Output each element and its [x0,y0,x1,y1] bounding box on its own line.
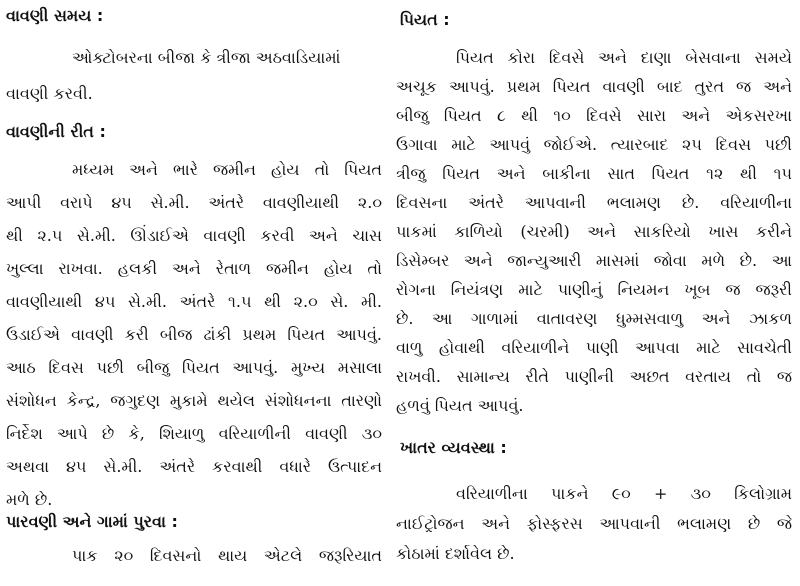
paragraph-line: બીજુ પિયત ૮ થી ૧૦ દિવસે સારા અને એકસરખા [396,106,792,125]
paragraph-line: ઉગાવા માટે આપવું જોઈએ. ત્યારબાદ ૨૫ દિવસ પછી [396,135,792,154]
paragraph-line: પાક ૨૦ દિવસનો થાય એટલે જરૂરિયાત [72,546,382,565]
paragraph-line: થી ૨.૫ સે.મી. ઊંડાઈએ વાવણી કરવી અને ચાસ [6,226,382,245]
paragraph-line: કોઠામાં દર્શાવેલ છે. [396,544,515,563]
paragraph-line: મળે છે. [6,490,53,509]
paragraph-line: વાવણીયાથી ૪૫ સે.મી. અંતરે ૧.૫ થી ૨.૦ સે. મી. [6,292,382,311]
paragraph-line: વાવણી કરવી. [6,84,93,103]
paragraph-line: હળવું પિયત આપવું. [396,396,524,415]
paragraph-line: રોગના નિયંત્રણ માટે પાણીનું નિયમન ખૂબ જ જરૂરી [396,280,792,299]
paragraph-line: અથવા ૪૫ સે.મી. અંતરે કરવાથી વધારે ઉત્પાદન [6,457,382,476]
paragraph-line: ડિસેમ્બર અને જાન્યુઆરી માસમાં જોવા મળે છે. આ [396,251,792,270]
paragraph-line: નાઈટ્રોજન અને ફોસ્ફરસ આપવાની ભલામણ છે જે [396,514,792,533]
paragraph-line: પિયત કોરા દિવસે અને દાણા બેસવાના સમયે [456,48,792,67]
paragraph-line: વાળુ હોવાથી વરિયાળીને પાણી આપવા માટે સાવચેતી [396,338,792,357]
paragraph-line: ઉડાઈએ વાવણી કરી બીજ ઢાંકી પ્રથમ પિયત આપવું. [6,325,382,344]
paragraph-line: ખુલ્લા રાખવા. હલકી અને રેતાળ જમીન હોય તો [6,259,382,278]
paragraph-line: છે. આ ગાળામાં વાતાવરણ ધુમ્મસવાળુ અને ઝાકળ [396,309,792,328]
sowing-time-heading: વાવણી સમય : [6,6,104,25]
paragraph-line: દિવસના અંતરે આપવાની ભલામણ છે. વરિયાળીના [396,193,792,212]
paragraph-line: ત્રીજુ પિયત અને બાકીના સાત પિયત ૧૨ થી ૧૫ [396,164,792,183]
sowing-method-heading: વાવણીની રીત : [6,122,106,141]
paragraph-line: વરિયાળીના પાકને ૯૦ + ૩૦ કિલોગ્રામ [456,484,792,503]
irrigation-heading: પિયત : [400,10,450,29]
paragraph-line: આઠ દિવસ પછી બીજુ પિયત આપવું. મુખ્ય મસાલા [6,358,382,377]
paragraph-line: અચૂક આપવું. પ્રથમ પિયત વાવણી બાદ તુરત જ અને [396,77,792,96]
paragraph-line: પાકમાં કાળિયો (ચરમી) અને સાકરિયો ખાસ કરીને [396,222,792,241]
paragraph-line: સંશોધન કેન્દ્ર, જગુદણ મુકામે થયેલ સંશોધનના તારણો [6,391,382,410]
paragraph-line: આપી વરાપે ૪૫ સે.મી. અંતરે વાવણીયાથી ૨.૦ [6,193,382,212]
paragraph-line: નિર્દેશ આપે છે કે, શિયાળુ વરિયાળીની વાવણી ૩૦ [6,424,382,443]
paragraph-line: ઓક્ટોબરના બીજા કે ત્રીજા અઠવાડિયામાં [72,48,341,67]
paragraph-line: મધ્યમ અને ભારે જમીન હોય તો પિયત [72,160,382,179]
fertilizer-heading: ખાતર વ્યવસ્થા : [400,438,507,457]
thinning-heading: પારવણી અને ગામાં પુરવા : [6,512,178,531]
paragraph-line: રાખવી. સામાન્ય રીતે પાણીની અછત વરતાય તો જ [396,367,792,386]
